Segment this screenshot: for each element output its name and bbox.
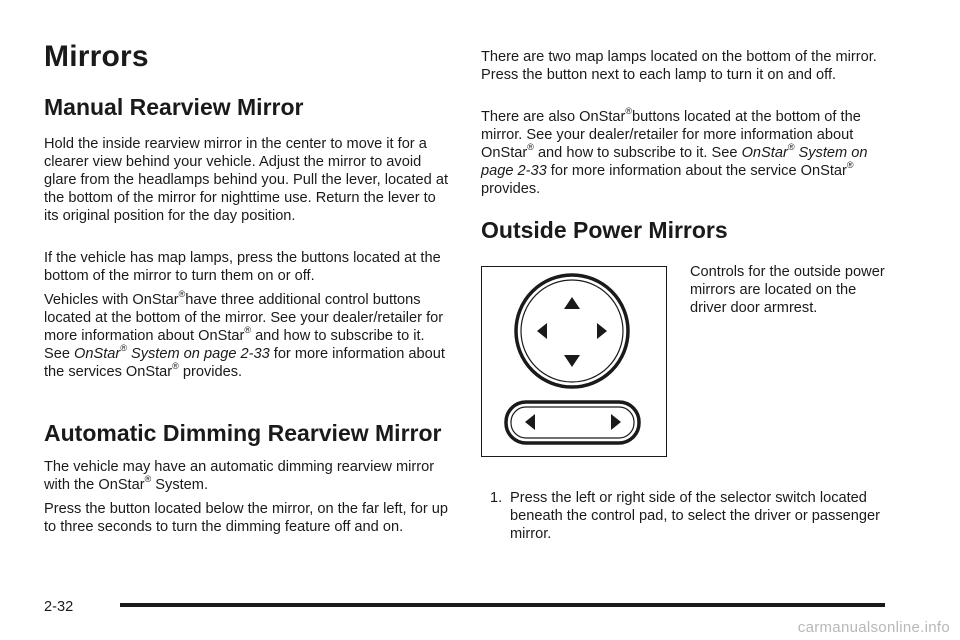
mirror-control-pad-icon	[482, 267, 665, 455]
watermark: carmanualsonline.info	[797, 619, 950, 636]
heading-automatic-dimming-rearview-mirror: Automatic Dimming Rearview Mirror	[44, 420, 442, 446]
paragraph: Hold the inside rearview mirror in the center to move it for a clearer view behind your vehicle. Adjust the mirror to avoid glare from the headlamps behind you. Pull the lever, located at the bottom of the mirror for nighttime use. Return the lever to its original position for the day position.	[44, 136, 449, 224]
paragraph: There are two map lamps located on the bottom of the mirror. Press the button next to each lamp to turn it on and off.	[481, 49, 877, 83]
list-item-number: 1.	[490, 490, 503, 506]
arrow-right-icon	[597, 323, 607, 339]
paragraph: Vehicles with OnStar®have three additional control buttons located at the bottom of the mirror. See your dealer/retailer for more information about OnStar® and how to subscribe to it. See OnStar® System on page 2-33 for more information about the services OnStar® provides.	[44, 289, 445, 380]
heading-manual-rearview-mirror: Manual Rearview Mirror	[44, 94, 304, 120]
list-item-text: Press the left or right side of the selector switch located beneath the control pad, to select the driver or passenger mirror.	[510, 490, 880, 542]
footer-rule	[120, 603, 885, 607]
page-number: 2-32	[44, 599, 74, 615]
selector-left-icon	[525, 414, 535, 430]
mirror-control-illustration	[481, 266, 667, 457]
page-reference-link[interactable]: OnStar® System on page 2-33	[74, 343, 270, 362]
arrow-up-icon	[564, 297, 580, 309]
page-reference-link[interactable]: OnStar® System on page 2-33	[481, 142, 868, 179]
page-title: Mirrors	[44, 40, 149, 73]
paragraph: If the vehicle has map lamps, press the buttons located at the bottom of the mirror to turn them on or off.	[44, 250, 441, 284]
arrow-left-icon	[537, 323, 547, 339]
selector-right-icon	[611, 414, 621, 430]
figure-caption: Controls for the outside power mirrors are located on the driver door armrest.	[690, 264, 885, 316]
arrow-down-icon	[564, 355, 580, 367]
list-item	[490, 489, 890, 543]
heading-outside-power-mirrors: Outside Power Mirrors	[481, 217, 728, 243]
paragraph: Press the button located below the mirror, on the far left, for up to three seconds to turn the dimming feature off and on.	[44, 501, 448, 535]
paragraph: There are also OnStar®buttons located at the bottom of the mirror. See your dealer/retailer for more information about OnStar® and how to subscribe to it. See OnStar® System on page 2-33 for more information about the service OnStar® provides.	[481, 106, 868, 197]
paragraph: The vehicle may have an automatic dimming rearview mirror with the OnStar® System.	[44, 459, 435, 493]
